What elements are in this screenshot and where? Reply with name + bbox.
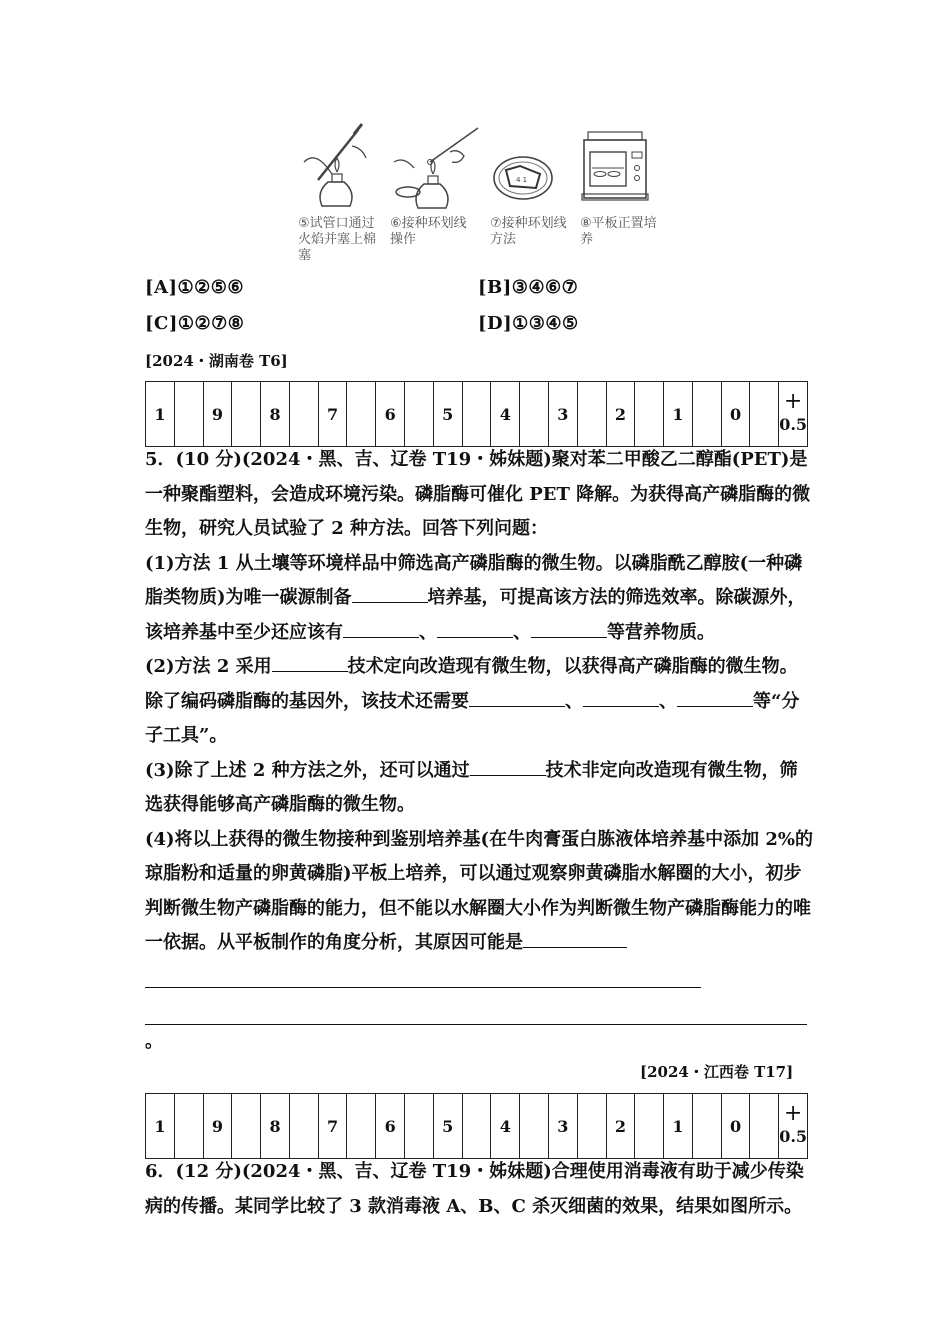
score-cell[interactable]: 8 bbox=[261, 382, 290, 447]
part-3-text-b: 技术非定向改造现有微生物，筛选获得能够高产磷脂酶的微生物。 bbox=[145, 759, 798, 815]
source-label-1: [2024・湖南卷 T6] bbox=[145, 352, 288, 370]
score-cell[interactable]: 6 bbox=[376, 382, 405, 447]
score-cell[interactable]: 8 bbox=[261, 1094, 290, 1159]
score-cell[interactable]: 1 bbox=[146, 1094, 175, 1159]
figure-5-caption: ⑤试管口通过火焰并塞上棉塞 bbox=[298, 216, 377, 263]
question-6-text bbox=[145, 1155, 813, 1224]
score-cell[interactable] bbox=[174, 382, 203, 447]
figure-7 bbox=[490, 122, 580, 248]
part-2-sep: 、 bbox=[565, 690, 583, 712]
score-cell[interactable] bbox=[635, 382, 664, 447]
score-cell[interactable]: 4 bbox=[491, 382, 520, 447]
score-cell[interactable] bbox=[635, 1094, 664, 1159]
score-cell[interactable] bbox=[750, 1094, 779, 1159]
score-cell[interactable] bbox=[692, 382, 721, 447]
question-5 bbox=[145, 443, 813, 1059]
score-cell[interactable]: 2 bbox=[606, 1094, 635, 1159]
question-5-intro-text: 聚对苯二甲酸乙二醇酯(PET)是一种聚酯塑料，会造成环境污染。磷脂酶可催化 PET 降解。为获得高产磷脂酶的微生物，研究人员试验了 2 种方法。回答下列问题： bbox=[145, 449, 811, 539]
score-table-1 bbox=[145, 381, 808, 447]
part-2-sep: 、 bbox=[659, 690, 677, 712]
answer-blank[interactable] bbox=[469, 688, 565, 707]
score-cell[interactable]: 4 bbox=[491, 1094, 520, 1159]
question-6 bbox=[145, 1155, 813, 1224]
score-cell[interactable]: 5 bbox=[433, 1094, 462, 1159]
score-cell[interactable]: 3 bbox=[548, 382, 577, 447]
question-5-part-2 bbox=[145, 650, 813, 754]
source-label-2: [2024・江西卷 T17] bbox=[640, 1063, 794, 1081]
svg-text:4 1: 4 1 bbox=[516, 176, 528, 184]
score-cell[interactable] bbox=[750, 382, 779, 447]
part-3-text-a: (3)除了上述 2 种方法之外，还可以通过 bbox=[145, 759, 470, 781]
question-6-head: 6．(12 分)(2024・黑、吉、辽卷 T19・姊妹题) bbox=[145, 1161, 552, 1182]
option-c: [C]①②⑦⑧ bbox=[145, 313, 245, 334]
figure-5 bbox=[298, 122, 388, 264]
score-cell[interactable]: 9 bbox=[203, 1094, 232, 1159]
score-cell[interactable] bbox=[577, 1094, 606, 1159]
score-cell[interactable]: 9 bbox=[203, 382, 232, 447]
score-table-2 bbox=[145, 1093, 808, 1159]
answer-blank[interactable] bbox=[272, 653, 348, 672]
answer-blank[interactable] bbox=[352, 584, 428, 603]
plus-sign: + bbox=[783, 1101, 803, 1126]
score-cell-half[interactable] bbox=[779, 1094, 808, 1159]
part-1-sep: 、 bbox=[419, 621, 437, 643]
part-1-sep: 、 bbox=[513, 621, 531, 643]
question-5-intro bbox=[145, 443, 813, 547]
inoculation-loop-icon bbox=[390, 122, 486, 214]
score-cell[interactable]: 5 bbox=[433, 382, 462, 447]
score-cell[interactable] bbox=[347, 382, 376, 447]
half-point: 0.5 bbox=[779, 1127, 808, 1146]
score-cell[interactable] bbox=[347, 1094, 376, 1159]
part-1-text-a: (1)方法 1 从土壤等环境样品中筛选高产磷脂酶的微生物。以磷脂酰乙醇胺(一种磷脂类物质)为唯一碳源制备 bbox=[145, 552, 803, 608]
part-1-text-b: 培养基，可提高该方法的筛选效率。除碳源外，该培养基中至少还应该有 bbox=[145, 587, 806, 643]
score-cell[interactable]: 1 bbox=[146, 382, 175, 447]
score-cell[interactable] bbox=[577, 382, 606, 447]
part-2-text-b: 技术定向改造现有微生物，以获得高产磷脂酶的微生物。除了编码磷脂酶的基因外，该技术还需要 bbox=[145, 656, 798, 712]
answer-line[interactable] bbox=[145, 961, 701, 988]
answer-blank[interactable] bbox=[437, 619, 513, 638]
score-cell[interactable]: 3 bbox=[548, 1094, 577, 1159]
streak-plate-icon bbox=[490, 122, 560, 214]
figure-6-caption: ⑥接种环划线操作 bbox=[390, 216, 467, 247]
part-4-text: (4)将以上获得的微生物接种到鉴别培养基(在牛肉膏蛋白胨液体培养基中添加 2%的琼脂粉和适量的卵黄磷脂)平板上培养，可以通过观察卵黄磷脂水解圈的大小，初步判断微生物产磷脂酶的能力，但不能以水解圈大小作为判断微生物产磷脂酶能力的唯一依据。从平板制作的角度分析，其原因可能是 bbox=[145, 828, 813, 953]
tube-flame-icon bbox=[298, 122, 378, 214]
part-2-text-a: (2)方法 2 采用 bbox=[145, 656, 272, 677]
score-cell[interactable] bbox=[462, 382, 491, 447]
question-6-body: 合理使用消毒液有助于减少传染病的传播。某同学比较了 3 款消毒液 A、B、C 杀灭细菌的效果，结果如图所示。 bbox=[145, 1161, 804, 1217]
question-5-head: 5．(10 分)(2024・黑、吉、辽卷 T19・姊妹题) bbox=[145, 449, 552, 470]
score-cell[interactable] bbox=[520, 1094, 549, 1159]
part-1-text-e: 等营养物质。 bbox=[607, 621, 715, 643]
score-row bbox=[146, 382, 808, 447]
score-cell[interactable] bbox=[289, 1094, 318, 1159]
answer-blank[interactable] bbox=[531, 619, 607, 638]
score-cell[interactable] bbox=[232, 1094, 261, 1159]
score-cell[interactable]: 6 bbox=[376, 1094, 405, 1159]
figure-6 bbox=[390, 122, 480, 248]
score-cell[interactable] bbox=[405, 382, 434, 447]
question-5-end: 。 bbox=[145, 1030, 163, 1052]
score-cell[interactable] bbox=[289, 382, 318, 447]
score-cell[interactable] bbox=[232, 382, 261, 447]
score-cell-half[interactable] bbox=[779, 382, 808, 447]
score-cell[interactable]: 1 bbox=[664, 382, 693, 447]
option-a: [A]①②⑤⑥ bbox=[145, 277, 245, 298]
answer-blank[interactable] bbox=[470, 757, 546, 776]
answer-blank[interactable] bbox=[677, 688, 753, 707]
score-cell[interactable]: 7 bbox=[318, 382, 347, 447]
half-point: 0.5 bbox=[779, 415, 808, 434]
question-5-part-3 bbox=[145, 754, 813, 823]
figure-8 bbox=[580, 122, 670, 248]
answer-blank[interactable] bbox=[523, 929, 627, 948]
answer-line[interactable] bbox=[145, 998, 807, 1025]
score-cell[interactable]: 1 bbox=[664, 1094, 693, 1159]
score-cell[interactable] bbox=[174, 1094, 203, 1159]
score-cell[interactable]: 2 bbox=[606, 382, 635, 447]
question-5-part-1 bbox=[145, 547, 813, 651]
option-d: [D]①③④⑤ bbox=[478, 313, 579, 334]
plus-sign: + bbox=[783, 389, 803, 414]
question-5-part-4 bbox=[145, 823, 813, 961]
score-cell[interactable]: 0 bbox=[721, 1094, 750, 1159]
score-cell[interactable] bbox=[520, 382, 549, 447]
score-row bbox=[146, 1094, 808, 1159]
answer-blank[interactable] bbox=[583, 688, 659, 707]
score-cell[interactable] bbox=[462, 1094, 491, 1159]
score-cell[interactable]: 0 bbox=[721, 382, 750, 447]
figure-7-caption: ⑦接种环划线方法 bbox=[490, 216, 567, 247]
option-b: [B]③④⑥⑦ bbox=[478, 277, 579, 298]
score-cell[interactable]: 7 bbox=[318, 1094, 347, 1159]
answer-blank[interactable] bbox=[343, 619, 419, 638]
figure-8-caption: ⑧平板正置培养 bbox=[580, 216, 657, 247]
score-cell[interactable] bbox=[405, 1094, 434, 1159]
procedure-figures bbox=[292, 122, 662, 272]
part-2-text-e: 等“分子工具”。 bbox=[145, 690, 800, 746]
score-cell[interactable] bbox=[692, 1094, 721, 1159]
incubator-icon bbox=[580, 122, 652, 214]
